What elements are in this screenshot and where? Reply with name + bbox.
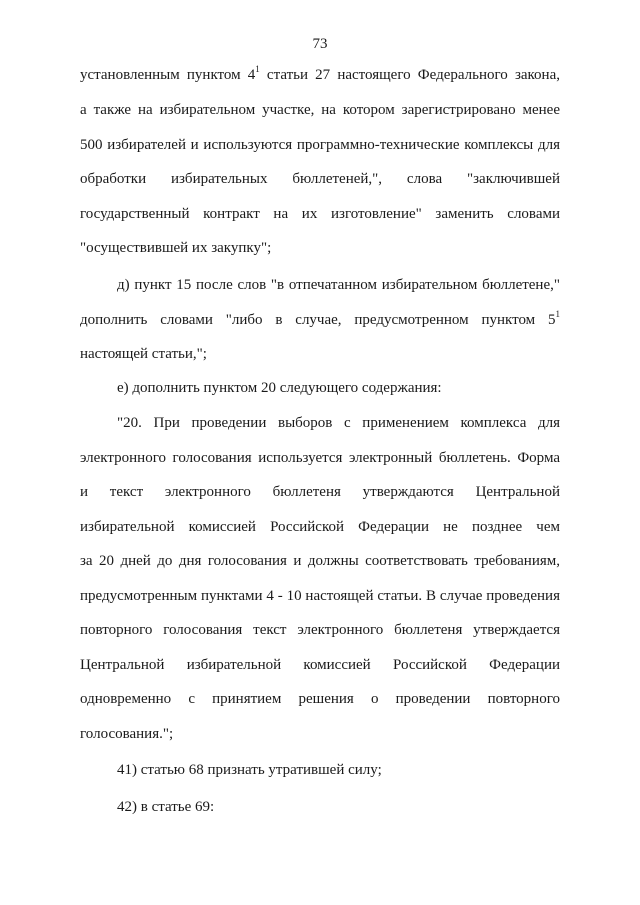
text-line: избирательной комиссией Российской Федерации не позднее чем — [80, 519, 560, 535]
text-line: а также на избирательном участке, на котором зарегистрировано менее — [80, 102, 560, 118]
text-line: и текст электронного бюллетеня утверждаются Центральной — [80, 484, 560, 500]
text-line: Центральной избирательной комиссией Российской Федерации — [80, 657, 560, 673]
text-line: е) дополнить пунктом 20 следующего содержания: — [117, 380, 442, 396]
text-line: 500 избирателей и используются программно-технические комплексы для — [80, 137, 560, 153]
text-line: 41) статью 68 признать утратившей силу; — [117, 762, 382, 778]
text-line: одновременно с принятием решения о проведении повторного — [80, 691, 560, 707]
text-line: дополнить словами "либо в случае, предусмотренном пунктом $5^1$ — [80, 309, 560, 328]
text-line: "осуществившей их закупку"; — [80, 240, 272, 256]
text-line: настоящей статьи,"; — [80, 346, 207, 362]
text-line: повторного голосования текст электронного бюллетеня утверждается — [80, 622, 560, 638]
text-line: установленным пунктом $4^1$ статьи 27 настоящего Федерального закона, — [80, 64, 560, 83]
text-line: государственный контракт на их изготовление" заменить словами — [80, 206, 560, 222]
text-line: "20. При проведении выборов с применением комплекса для — [117, 415, 560, 431]
text-line: обработки избирательных бюллетеней,", слова "заключившей — [80, 171, 560, 187]
text-line: предусмотренным пунктами 4 - 10 настоящей статьи. В случае проведения — [80, 588, 560, 604]
text-line: 42) в статье 69: — [117, 799, 215, 815]
text-line: за 20 дней до дня голосования и должны соответствовать требованиям, — [80, 553, 560, 569]
page-number: 73 — [312, 36, 328, 52]
text-line: голосования."; — [80, 726, 174, 742]
text-line: д) пункт 15 после слов "в отпечатанном избирательном бюллетене," — [117, 277, 560, 293]
text-line: электронного голосования используется электронный бюллетень. Форма — [80, 450, 560, 466]
